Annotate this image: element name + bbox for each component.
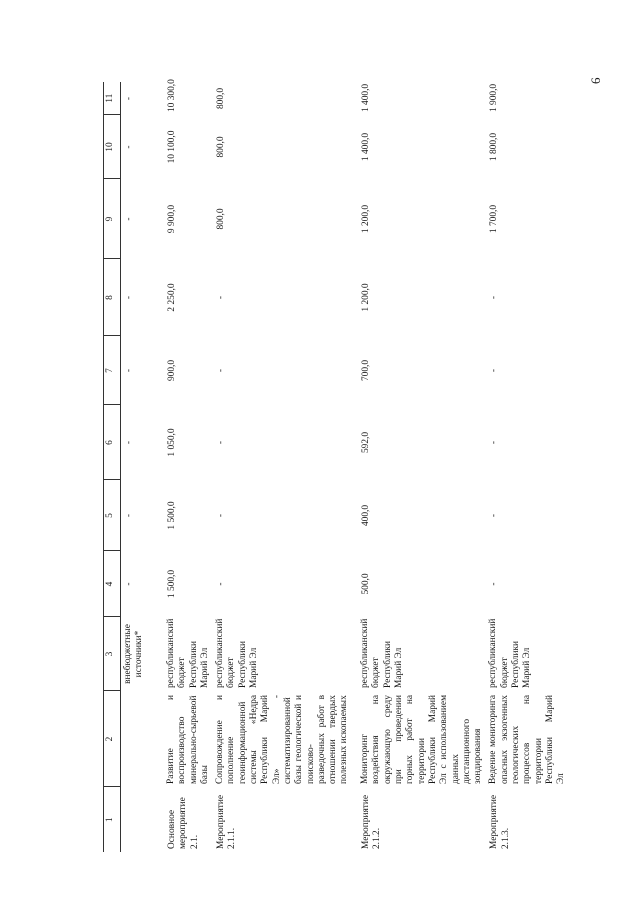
value-cell: 2 250,0 — [167, 283, 177, 312]
value-cell: 1 500,0 — [167, 501, 177, 530]
value-cell: 592,0 — [361, 431, 372, 454]
column-header: 2 — [104, 691, 121, 787]
source-cell: республиканский бюджет Республики Марий Эл — [488, 618, 533, 688]
value-cell: - — [216, 295, 227, 300]
column-header: 10 — [104, 115, 121, 179]
page-number: 6 — [588, 77, 603, 84]
value-cell: - — [489, 582, 500, 586]
column-header: 3 — [104, 617, 121, 691]
value-cell: - — [124, 582, 134, 586]
value-cell: 10 100,0 — [167, 130, 177, 164]
value-cell: - — [216, 582, 227, 586]
source-cell: республиканский бюджет Республики Марий Эл — [360, 618, 405, 688]
value-cell: 800,0 — [216, 136, 227, 158]
value-cell: 500,0 — [361, 573, 372, 595]
program-funding-table — [103, 79, 570, 852]
event-cell: Мероприятие 2.1.2. — [361, 794, 383, 849]
value-cell: 1 700,0 — [489, 204, 500, 234]
value-cell: 9 900,0 — [167, 204, 177, 234]
column-header: 5 — [104, 480, 121, 551]
value-cell: - — [124, 513, 134, 518]
rotated-page — [103, 79, 567, 852]
header-row — [104, 82, 121, 852]
source-cell: республиканский бюджет Республики Марий Эл — [166, 618, 210, 688]
source-cell: внебюджетные источники* — [123, 624, 145, 684]
table-row — [164, 82, 213, 852]
value-cell: 1 200,0 — [361, 204, 372, 234]
value-cell: - — [216, 440, 227, 445]
column-header: 6 — [104, 405, 121, 480]
value-cell: - — [489, 368, 500, 373]
value-cell: - — [489, 295, 500, 300]
event-cell — [121, 787, 165, 852]
event-cell: Мероприятие 2.1.1. — [216, 794, 238, 849]
table-row — [358, 82, 486, 852]
value-cell: 1 050,0 — [167, 428, 177, 457]
column-header: 8 — [104, 259, 121, 336]
source-cell: республиканский бюджет Республики Марий Эл — [215, 618, 260, 688]
value-cell: - — [216, 368, 227, 373]
description-cell: Сопровождение и пополнение геоинформационной системы «Недра Республики Марий Эл» - систематизированной базы геологической и поисково-разведочных работ в отношении твердых полезных ископаемых — [215, 695, 350, 784]
description-cell: Ведение мониторинга опасных экзогенных геологических процессов на территории Республики Марий Эл — [488, 695, 567, 784]
column-header: 7 — [104, 336, 121, 405]
value-cell: 1 200,0 — [361, 283, 372, 312]
value-cell: 800,0 — [216, 208, 227, 230]
value-cell: 400,0 — [361, 504, 372, 527]
table-row — [486, 82, 569, 852]
value-cell: 700,0 — [361, 359, 372, 382]
value-cell: - — [489, 440, 500, 445]
table-row — [213, 82, 358, 852]
description-cell: Развитие и воспроизводство минерально-сырьевой базы — [166, 695, 210, 784]
value-cell: 1 900,0 — [489, 83, 500, 112]
value-cell: - — [124, 96, 134, 101]
value-cell: 1 500,0 — [167, 569, 177, 599]
column-header: 9 — [104, 179, 121, 259]
table-row — [121, 82, 165, 852]
column-header: 1 — [104, 787, 121, 852]
description-cell: Мониторинг воздействия на окружающую среду при проведении горных работ на территории Республики Марий Эл с использованием данных дистанционного зондирования — [360, 695, 484, 784]
value-cell: - — [124, 368, 134, 373]
value-cell: 1 400,0 — [361, 132, 372, 162]
value-cell: 1 800,0 — [489, 132, 500, 162]
value-cell: 10 300,0 — [167, 79, 177, 112]
value-cell: - — [124, 440, 134, 445]
value-cell: 1 400,0 — [361, 83, 372, 112]
event-cell: Мероприятие 2.1.3. — [489, 794, 511, 849]
value-cell: - — [124, 145, 134, 149]
value-cell: - — [216, 513, 227, 518]
column-header: 11 — [104, 82, 121, 115]
event-cell: Основное мероприятие 2.1. — [167, 797, 200, 849]
value-cell: 800,0 — [216, 87, 227, 110]
value-cell: - — [124, 217, 134, 221]
value-cell: 900,0 — [167, 359, 177, 382]
column-header: 4 — [104, 551, 121, 617]
description-cell — [121, 691, 165, 787]
value-cell: - — [489, 513, 500, 518]
value-cell: - — [124, 295, 134, 300]
